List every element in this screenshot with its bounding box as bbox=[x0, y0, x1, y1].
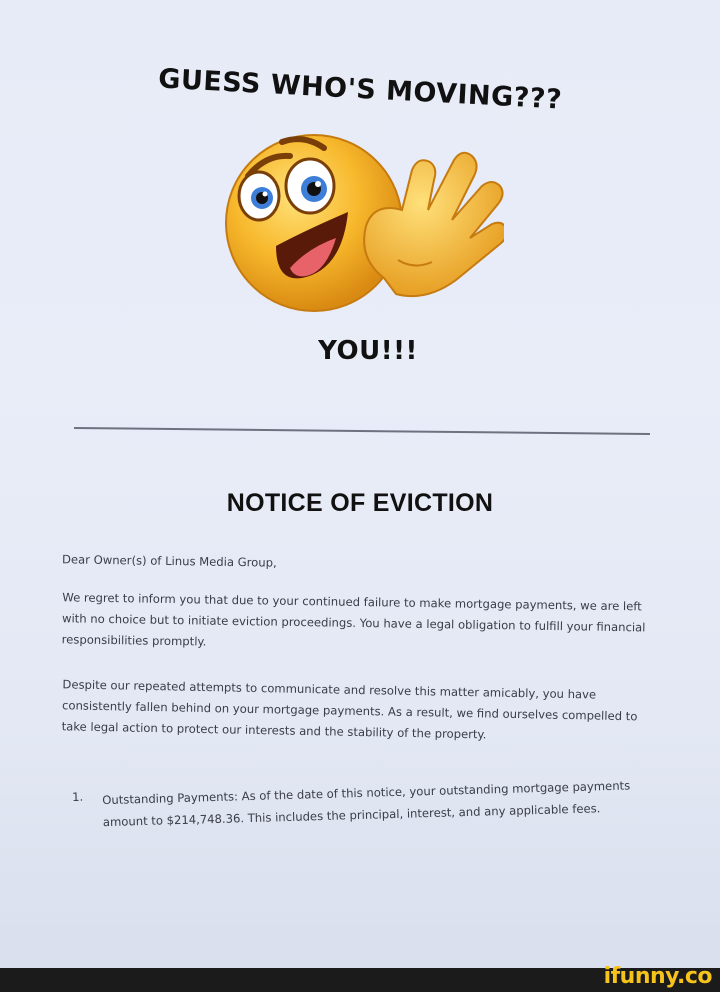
divider-line bbox=[74, 427, 650, 435]
waving-face-emoji-icon bbox=[214, 128, 504, 318]
salutation: Dear Owner(s) of Linus Media Group, bbox=[61, 552, 277, 570]
headline-guess-who: GUESS WHO'S MOVING??? bbox=[157, 63, 563, 116]
list-item-text: Outstanding Payments: As of the date of this notice, your outstanding mortgage payments amount to $214,748.36. This includes the principal, interest, and any applicable fees. bbox=[102, 778, 631, 830]
paragraph-2: Despite our repeated attempts to communicate and resolve this matter amicably, you have consistently fallen behind on your mortgage payments. As a result, we find ourselves compelled to take legal action to protect our interests and the stability of the property. bbox=[61, 677, 638, 742]
notice-title: NOTICE OF EVICTION bbox=[226, 489, 494, 517]
list-item-number: 1. bbox=[72, 789, 84, 804]
headline-you: YOU!!! bbox=[318, 336, 418, 366]
ifunny-watermark: ifunny.co bbox=[603, 964, 712, 989]
paragraph-1: We regret to inform you that due to your continued failure to make mortgage payments, we are left with no choice but to initiate eviction proceedings. You have a legal obligation to fulfill your financial responsibilities promptly. bbox=[61, 590, 646, 649]
list-item bbox=[72, 774, 642, 830]
